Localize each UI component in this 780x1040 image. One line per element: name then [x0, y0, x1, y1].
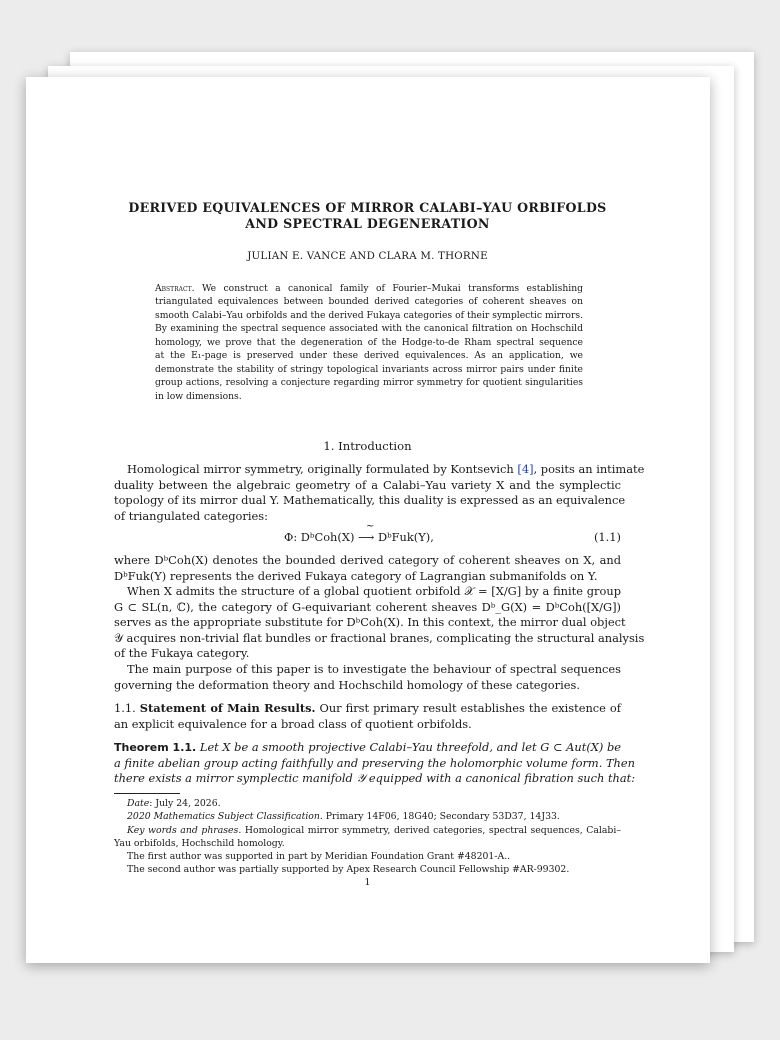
title-line: DERIVED EQUIVALENCES OF MIRROR CALABI–YAU ORBIFOLDS [128, 200, 607, 215]
section-heading-introduction: 1. Introduction [323, 439, 412, 453]
text-line [114, 462, 645, 478]
footnote-label: Key words and phrases. [127, 824, 242, 836]
footnote-value: Primary 14F06, 18G40; Secondary 53D37, 14J33. [322, 811, 560, 823]
intro-paragraph-2 [114, 584, 645, 662]
text-line [114, 740, 621, 756]
text-line: G ⊂ SL(n, ℂ), the category of G-equivariant coherent sheaves Dᵇ_G(X) = DᵇCoh([X/G]) [114, 599, 621, 614]
title-line: AND SPECTRAL DEGENERATION [245, 216, 490, 231]
text-line: duality between the algebraic geometry of a Calabi–Yau variety X and the symplectic [114, 477, 621, 492]
equation-number: (1.1) [593, 530, 621, 544]
abstract-line: at the E₁-page is preserved under these derived equivalences. As an application, we [155, 350, 583, 362]
theorem-label: Theorem 1.1. [114, 741, 197, 754]
equation-tilde: ~ [366, 521, 375, 532]
footnote-label: 2020 Mathematics Subject Classification. [127, 811, 323, 823]
text-line: a finite abelian group acting faithfully and preserving the holomorphic volume form. Then [114, 755, 635, 770]
abstract-line: demonstrate the stability of stringy topological invariants across mirror pairs under finite [155, 363, 583, 375]
text-line [114, 701, 621, 717]
subsection-title: Statement of Main Results. [139, 701, 316, 715]
subsection-main-results [114, 701, 621, 732]
abstract-line: in low dimensions. [155, 390, 242, 402]
text-line: The main purpose of this paper is to investigate the behaviour of spectral sequences [127, 662, 621, 676]
paper-page [26, 77, 710, 963]
text-line: topology of its mirror dual Y. Mathematically, this duality is expressed as an equivalence [114, 493, 626, 508]
abstract-label: Abstract. [155, 283, 195, 294]
footnotes [114, 797, 621, 877]
footnote-label: Date [127, 798, 150, 809]
footnote-date [114, 797, 621, 810]
footnote-value: Homological mirror symmetry, derived categories, spectral sequences, Calabi– [241, 824, 621, 836]
after-equation-text [114, 553, 621, 584]
equation-body [284, 521, 434, 544]
text-line: serves as the appropriate substitute for DᵇCoh(X). In this context, the mirror dual object [114, 615, 626, 630]
text-line: where DᵇCoh(X) denotes the bounded derived category of coherent sheaves on X, and [114, 553, 621, 567]
subsection-number: 1.1. [114, 701, 136, 715]
intro-paragraph-1 [114, 462, 645, 524]
text-span: Homological mirror symmetry, originally formulated by Kontsevich [127, 462, 518, 476]
footnote-rule [114, 793, 180, 794]
abstract-line: homology, we prove that the degeneration of the Hodge-to-de Rham spectral sequence [155, 336, 583, 348]
footnote-support-1: The first author was supported in part by Meridian Foundation Grant #48201-A.. [127, 851, 511, 863]
text-line: DᵇFuk(Y) represents the derived Fukaya category of Lagrangian submanifolds on Y. [114, 568, 598, 583]
footnote-support-2: The second author was partially supported by Apex Research Council Fellowship #AR-99302. [127, 864, 570, 876]
paper-title [114, 200, 621, 232]
text-line: an explicit equivalence for a broad class of quotient orbifolds. [114, 716, 472, 731]
text-line: governing the deformation theory and Hochschild homology of these categories. [114, 677, 580, 692]
footnote-msc [114, 810, 621, 823]
theorem-1-1 [114, 740, 636, 787]
abstract-line: triangulated equivalences between bounded derived categories of coherent sheaves on [155, 296, 583, 308]
text-line: of triangulated categories: [114, 508, 268, 523]
page-number: 1 [364, 877, 371, 888]
text-line: there exists a mirror symplectic manifold 𝒴 equipped with a canonical fibration such that: [114, 771, 636, 786]
abstract-line: group actions, resolving a conjecture regarding mirror symmetry for quotient singularities [155, 377, 583, 389]
theorem-text: Let X be a smooth projective Calabi–Yau threefold, and let G ⊂ Aut(X) be [196, 740, 622, 754]
text-span: Our first primary result establishes the existence of [315, 701, 621, 715]
text-line: 𝒴 acquires non-trivial flat bundles or fractional branes, complicating the structural analysis [114, 630, 645, 645]
equation-text: Φ: DᵇCoh(X) ⟶ DᵇFuk(Y), [284, 530, 434, 544]
footnote-keywords [114, 824, 621, 837]
abstract [155, 282, 583, 403]
abstract-text: We construct a canonical family of Fourier–Mukai transforms establishing [201, 283, 583, 294]
abstract-line [155, 282, 583, 295]
text-span: , posits an intimate [533, 462, 645, 476]
abstract-line: smooth Calabi–Yau orbifolds and the derived Fukaya categories of their symplectic mirrors. [155, 309, 583, 321]
intro-paragraph-3 [114, 662, 621, 693]
authors: JULIAN E. VANCE AND CLARA M. THORNE [247, 250, 488, 262]
footnote-value: : July 24, 2026. [149, 798, 221, 809]
citation-link[interactable]: [4] [517, 462, 534, 476]
footnote-keywords-cont: Yau orbifolds, Hochschild homology. [114, 837, 285, 849]
text-line: of the Fukaya category. [114, 646, 250, 661]
text-line: When X admits the structure of a global quotient orbifold 𝒳 = [X/G] by a finite group [127, 584, 621, 598]
abstract-line: By examining the spectral sequence associated with the canonical filtration on Hochschild [155, 323, 583, 335]
